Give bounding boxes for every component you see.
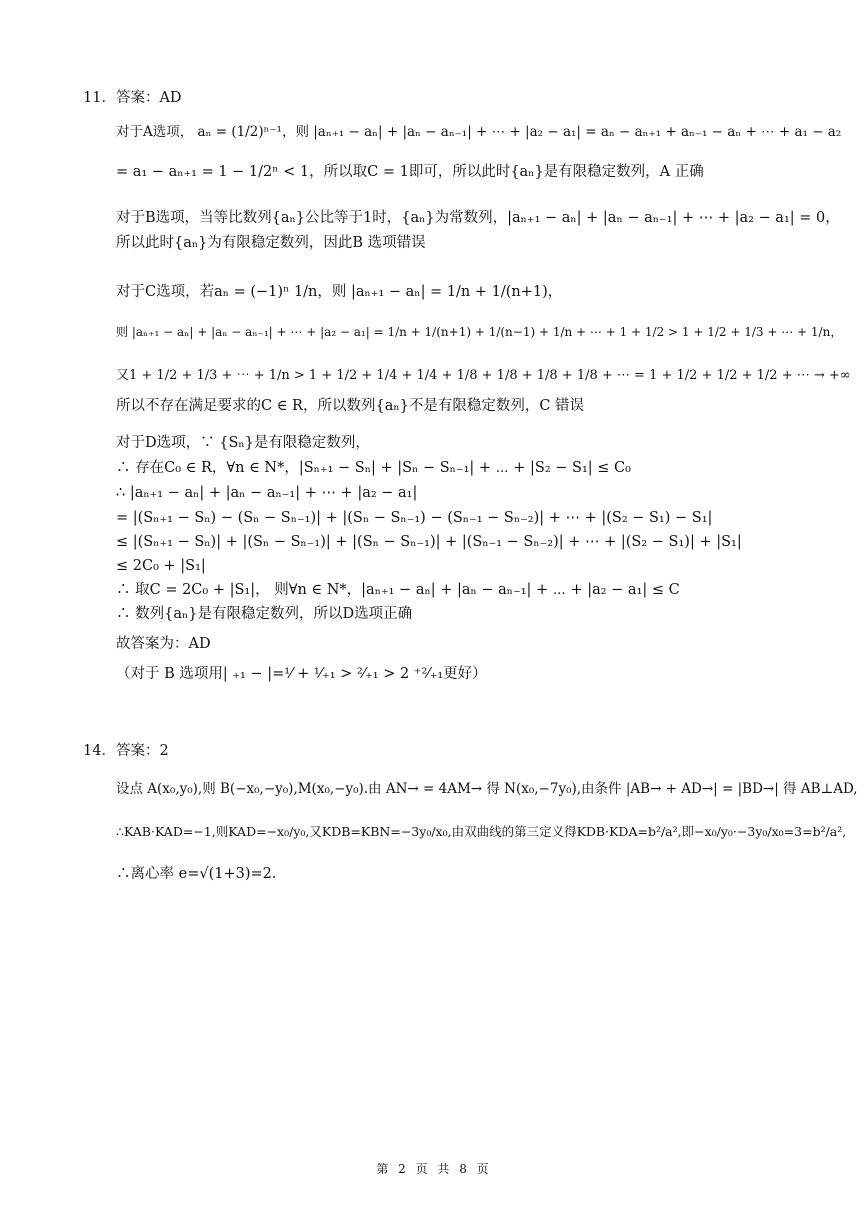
page-footer: 第 2 页 共 8 页	[376, 1162, 492, 1176]
q11-line-10: ∴ 存在C₀ ∈ R，∀n ∈ N*，|Sₙ₊₁ − Sₙ| + |Sₙ − Sₙ₋₁| + ⋯ + |S₂ − S₁| ≤ C₀	[116, 460, 631, 476]
q11-answer: 故答案为：AD	[116, 636, 211, 652]
q11-line-12: = |(Sₙ₊₁ − Sₙ) − (Sₙ − Sₙ₋₁)| + |(Sₙ − Sₙ₋₁) − (Sₙ₋₁ − Sₙ₋₂)| + ⋯ + |(S₂ − S₁) − S₁|	[116, 510, 713, 526]
q11-line-16: ∴ 数列{aₙ}是有限稳定数列，所以D选项正确	[116, 606, 413, 622]
q11-line-3: 对于B选项，当等比数列{aₙ}公比等于1时，{aₙ}为常数列，|aₙ₊₁ − aₙ| + |aₙ − aₙ₋₁| + ⋯ + |a₂ − a₁| = 0，	[116, 210, 840, 226]
q11-line-9: 对于D选项，∵ {Sₙ}是有限稳定数列，	[116, 435, 370, 451]
q11-line-1: 对于A选项， aₙ = (1/2)ⁿ⁻¹，则 |aₙ₊₁ − aₙ| + |aₙ − aₙ₋₁| + ⋯ + |a₂ − a₁| = aₙ − aₙ₊₁ + aₙ₋₁ − aₙ + ⋯ + a₁ − a₂	[116, 124, 842, 140]
q11-line-15: ∴ 取C = 2C₀ + |S₁|， 则∀n ∈ N*，|aₙ₊₁ − aₙ| + |aₙ − aₙ₋₁| + ⋯ + |a₂ − a₁| ≤ C	[116, 582, 680, 598]
q11-note: （对于 B 选项用| ₊₁ − |=¹⁄ + ¹⁄₊₁ > ²⁄₊₁ > 2 ⁺²⁄₊₁更好）	[116, 666, 487, 682]
q11-line-13: ≤ |(Sₙ₊₁ − Sₙ)| + |(Sₙ − Sₙ₋₁)| + |(Sₙ − Sₙ₋₁)| + |(Sₙ₋₁ − Sₙ₋₂)| + ⋯ + |(S₂ − S₁)| + |S₁|	[116, 534, 742, 550]
q11-line-7: 又1 + 1/2 + 1/3 + ⋯ + 1/n > 1 + 1/2 + 1/4 + 1/4 + 1/8 + 1/8 + 1/8 + 1/8 + ⋯ = 1 + 1/2 + 1/2 + 1/2 + ⋯ → +∞	[116, 368, 851, 383]
q14-heading: 14．答案：2	[83, 743, 169, 759]
q11-line-4: 所以此时{aₙ}为有限稳定数列，因此B 选项错误	[116, 235, 426, 251]
q11-heading: 11．答案：AD	[83, 90, 182, 106]
q11-line-5: 对于C选项，若aₙ = (−1)ⁿ 1/n，则 |aₙ₊₁ − aₙ| = 1/n + 1/(n+1)，	[116, 284, 563, 300]
q11-line-14: ≤ 2C₀ + |S₁|	[116, 558, 206, 574]
q11-line-6: 则 |aₙ₊₁ − aₙ| + |aₙ − aₙ₋₁| + ⋯ + |a₂ − a₁| = 1/n + 1/(n+1) + 1/(n−1) + 1/n + ⋯ + 1 + 1/2 > 1 + 1/2 + 1/3 + ⋯ + 1/n，	[116, 325, 843, 339]
q11-line-2: = a₁ − aₙ₊₁ = 1 − 1/2ⁿ < 1，所以取C = 1即可，所以此时{aₙ}是有限稳定数列，A 正确	[116, 164, 704, 180]
q11-line-8: 所以不存在满足要求的C ∈ R，所以数列{aₙ}不是有限稳定数列，C 错误	[116, 398, 585, 414]
q11-line-11: ∴ |aₙ₊₁ − aₙ| + |aₙ − aₙ₋₁| + ⋯ + |a₂ − a₁|	[116, 485, 418, 501]
q14-line-3: ∴离心率 e=√(1+3)=2.	[116, 866, 277, 882]
q14-line-2: ∴KAB·KAD=−1,则KAD=−x₀/y₀,又KDB=KBN=−3y₀/x₀,由双曲线的第三定义得KDB·KDA=b²/a²,即−x₀/y₀·−3y₀/x₀=3=b²/a²,	[116, 824, 847, 839]
q14-line-1: 设点 A(x₀,y₀),则 B(−x₀,−y₀),M(x₀,−y₀).由 AN→ = 4AM→ 得 N(x₀,−7y₀),由条件 |AB→ + AD→| = |BD→| 得 AB⊥AD,	[116, 781, 858, 797]
